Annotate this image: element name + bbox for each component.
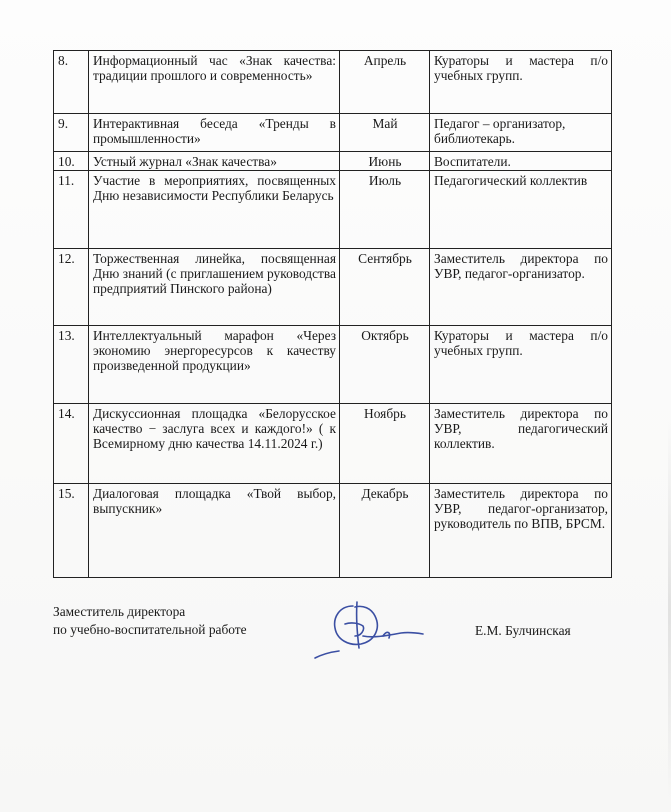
event-cell: Диалоговая площадка «Твой выбор, выпускник»	[89, 484, 340, 578]
event-cell: Устный журнал «Знак качества»	[89, 152, 340, 171]
month-cell: Апрель	[340, 51, 430, 114]
month-cell: Май	[340, 114, 430, 152]
responsible-cell: Кураторы и мастера п/о учебных групп.	[430, 51, 612, 114]
row-number: 12.	[54, 249, 89, 326]
row-number: 13.	[54, 326, 89, 404]
month-cell: Июнь	[340, 152, 430, 171]
event-cell: Дискуссионная площадка «Белорусское качество − заслуга всех и каждого!» ( к Всемирному дню качества 14.11.2024 г.)	[89, 404, 340, 484]
month-cell: Ноябрь	[340, 404, 430, 484]
table-row	[54, 404, 612, 484]
responsible-cell: Педагогический коллектив	[430, 171, 612, 249]
signatory-name: Е.М. Булчинская	[475, 623, 571, 638]
event-cell: Участие в мероприятиях, посвященных Дню независимости Республики Беларусь	[89, 171, 340, 249]
row-number: 11.	[54, 171, 89, 249]
table-row	[54, 326, 612, 404]
signatory-title	[53, 603, 247, 639]
row-number: 9.	[54, 114, 89, 152]
row-number: 15.	[54, 484, 89, 578]
responsible-cell: Заместитель директора по УВР, педагогический коллектив.	[430, 404, 612, 484]
table-row	[54, 484, 612, 578]
month-cell: Июль	[340, 171, 430, 249]
responsible-cell: Заместитель директора по УВР, педагог-организатор, руководитель по ВПВ, БРСМ.	[430, 484, 612, 578]
responsible-cell: Кураторы и мастера п/о учебных групп.	[430, 326, 612, 404]
row-number: 8.	[54, 51, 89, 114]
row-number: 14.	[54, 404, 89, 484]
month-cell: Декабрь	[340, 484, 430, 578]
event-cell: Информационный час «Знак качества: традиции прошлого и современность»	[89, 51, 340, 114]
table-row	[54, 51, 612, 114]
events-plan-table	[53, 50, 612, 578]
month-cell: Октябрь	[340, 326, 430, 404]
event-cell: Интеллектуальный марафон «Через экономию энергоресурсов к качеству произведенной продукции»	[89, 326, 340, 404]
handwritten-signature	[305, 596, 435, 666]
signatory-title-line1: Заместитель директора	[53, 604, 186, 619]
responsible-cell: Заместитель директора по УВР, педагог-организатор.	[430, 249, 612, 326]
signatory-title-line2: по учебно-воспитательной работе	[53, 622, 247, 637]
responsible-cell: Воспитатели.	[430, 152, 612, 171]
table-row	[54, 152, 612, 171]
table-row	[54, 171, 612, 249]
responsible-cell: Педагог – организатор, библиотекарь.	[430, 114, 612, 152]
table-row	[54, 114, 612, 152]
row-number: 10.	[54, 152, 89, 171]
table-row	[54, 249, 612, 326]
month-cell: Сентябрь	[340, 249, 430, 326]
event-cell: Интерактивная беседа «Тренды в промышленности»	[89, 114, 340, 152]
event-cell: Торжественная линейка, посвященная Дню знаний (с приглашением руководства предприятий Пинского района)	[89, 249, 340, 326]
